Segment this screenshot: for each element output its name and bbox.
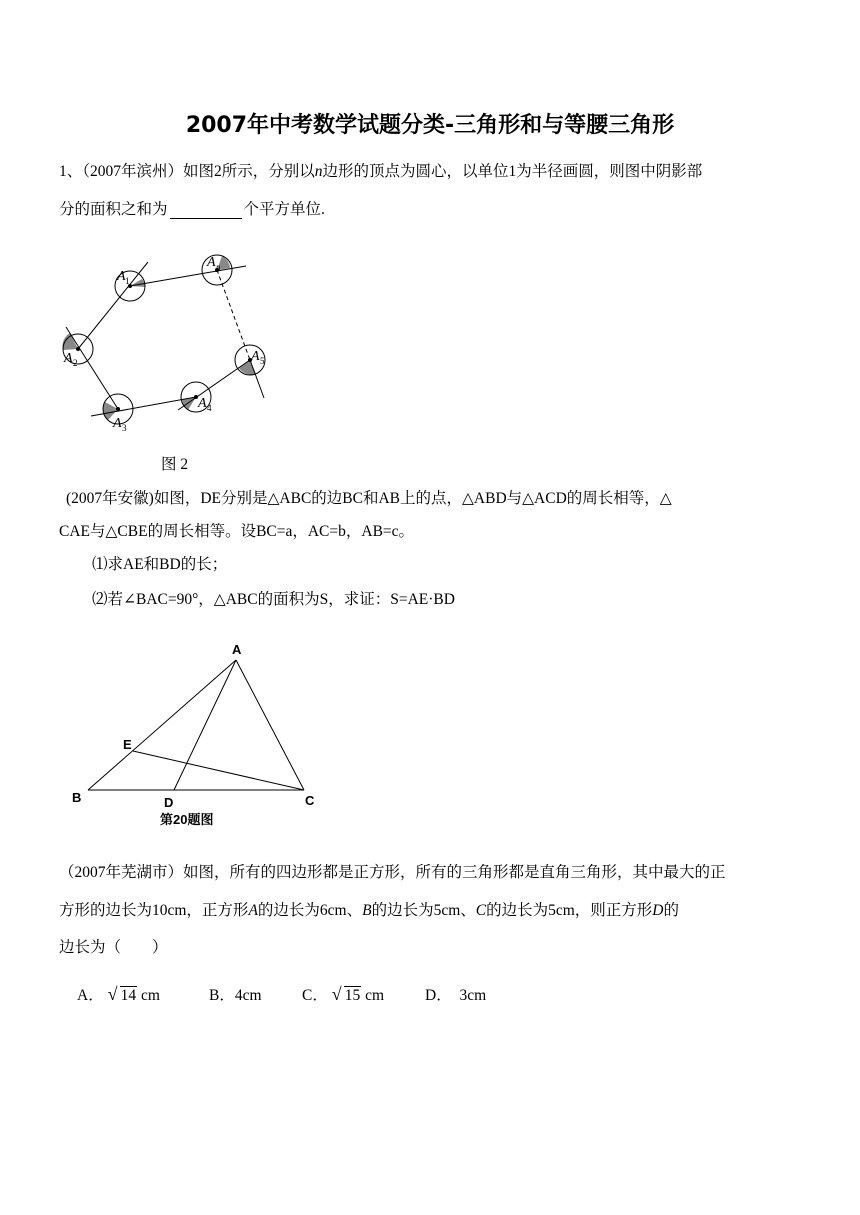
q1-text-c: 分的面积之和为 [59, 201, 168, 218]
label-an-sub: n [216, 262, 221, 272]
q1-text-a: 1、（2007年滨州）如图2所示，分别以 [59, 163, 315, 180]
label-a5: A [251, 349, 260, 364]
label-b: B [72, 790, 82, 805]
q3-line1: （2007年芜湖市）如图，所有的四边形都是正方形，所有的三角形都是直角三角形，其中最大的正 [59, 864, 726, 881]
square-a: A [248, 902, 258, 919]
q3-line2: 方形的边长为10cm，正方形A的边长为6cm、B的边长为5cm、C的边长为5cm，则正方形D的 [59, 902, 679, 919]
sqrt-14: √ 14 [107, 984, 137, 1004]
edge-a4-a5 [178, 360, 250, 410]
label-a3: A [113, 416, 122, 431]
label-a2-sub: 2 [73, 358, 78, 368]
option-c: C． √ 15 cm [302, 984, 385, 1004]
label-a1-sub: 1 [125, 276, 130, 286]
q2-line2: CAE与△CBE的周长相等。设BC=a，AC=b，AB=c。 [59, 523, 415, 540]
square-c: C [475, 902, 487, 919]
q1-line2 [59, 197, 325, 219]
edge-dashed [217, 270, 250, 360]
edge-a1-an [130, 266, 246, 286]
label-e: E [123, 737, 132, 752]
label-a2: A [64, 351, 73, 366]
label-an: A [207, 255, 216, 270]
label-a: A [232, 642, 242, 657]
figure2-caption: 图 2 [161, 456, 189, 473]
square-d: D [652, 902, 664, 919]
q1-n: n [314, 163, 323, 180]
side-ac [236, 660, 304, 790]
segment-ce [133, 751, 304, 790]
q1-text-b: 边形的顶点为圆心，以单位1为半径画圆，则图中阴影部 [322, 163, 703, 180]
q3-line3: 边长为（ ） [59, 939, 168, 956]
option-a: A． √ 14 cm [77, 984, 160, 1004]
label-c: C [305, 793, 315, 808]
q1-line1 [59, 159, 702, 181]
edge-a2-a3 [66, 327, 118, 409]
q2-part1: ⑴求AE和BD的长； [92, 556, 228, 573]
answer-blank [170, 202, 242, 219]
sqrt-15: √ 15 [331, 984, 361, 1004]
label-a3-sub: 3 [122, 423, 127, 433]
triangle-figure [65, 638, 335, 833]
label-a5-sub: 5 [260, 356, 265, 366]
label-a1: A [117, 269, 126, 284]
side-ab [88, 660, 236, 790]
square-b: B [362, 902, 372, 919]
segment-ad [174, 660, 236, 790]
option-b: B．4cm [209, 987, 262, 1004]
q1-text-d: 个平方单位. [243, 201, 325, 218]
label-a4: A [198, 396, 207, 411]
figure20-caption: 第20题图 [160, 812, 214, 827]
edge-a1-a2 [78, 262, 148, 349]
label-d: D [164, 795, 174, 810]
q2-part2: ⑵若∠BAC=90°，△ABC的面积为S，求证：S=AE·BD [92, 591, 455, 608]
polygon-figure [55, 245, 285, 435]
page-title: 2007年中考数学试题分类-三角形和与等腰三角形 [185, 113, 675, 138]
option-d: D． 3cm [425, 987, 487, 1004]
label-a4-sub: 4 [207, 403, 212, 413]
q2-line1: (2007年安徽)如图，DE分别是△ABC的边BC和AB上的点，△ABD与△ACD的周长相等，△ [66, 490, 672, 507]
